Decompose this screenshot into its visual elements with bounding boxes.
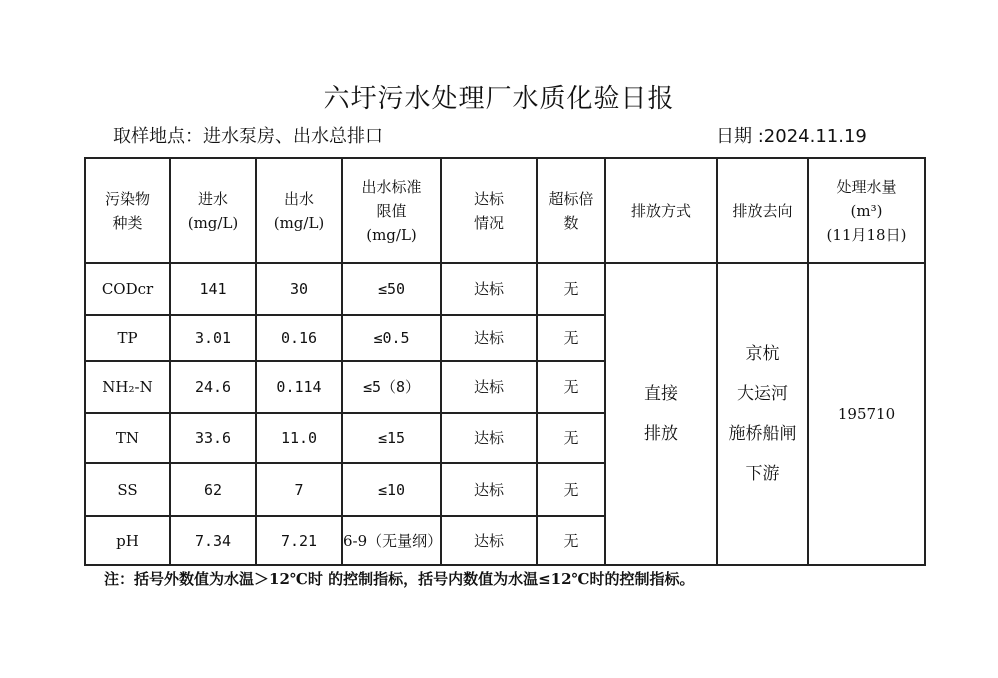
limit-cell: ≤10 — [342, 463, 441, 516]
effluent-cell: 30 — [256, 263, 342, 315]
exceed-cell: 无 — [537, 516, 605, 565]
treated-volume-cell: 195710 — [808, 263, 925, 565]
limit-cell: 6-9（无量纲） — [342, 516, 441, 565]
exceed-cell: 无 — [537, 361, 605, 413]
table-row — [85, 263, 925, 315]
effluent-cell: 7 — [256, 463, 342, 516]
table-header-row — [85, 158, 925, 263]
header-compliance: 达标 情况 — [441, 158, 537, 263]
pollutant-cell: TN — [85, 413, 170, 463]
exceed-cell: 无 — [537, 315, 605, 361]
influent-cell: 33.6 — [170, 413, 256, 463]
report-date: 日期 :2024.11.19 — [716, 126, 867, 147]
limit-cell: ≤50 — [342, 263, 441, 315]
header-limit: 出水标准 限值 (mg/L) — [342, 158, 441, 263]
influent-cell: 62 — [170, 463, 256, 516]
effluent-cell: 0.114 — [256, 361, 342, 413]
pollutant-cell: CODcr — [85, 263, 170, 315]
influent-cell: 7.34 — [170, 516, 256, 565]
influent-cell: 24.6 — [170, 361, 256, 413]
footnote: 注：括号外数值为水温＞12℃时 的控制指标，括号内数值为水温≤12℃时的控制指标。 — [104, 570, 695, 588]
compliance-cell: 达标 — [441, 413, 537, 463]
header-exceed-ratio: 超标倍 数 — [537, 158, 605, 263]
sampling-location: 取样地点：进水泵房、出水总排口 — [113, 126, 383, 147]
pollutant-cell: pH — [85, 516, 170, 565]
exceed-cell: 无 — [537, 413, 605, 463]
header-discharge-method: 排放方式 — [605, 158, 717, 263]
discharge-direction-cell: 京杭 大运河 施桥船闸 下游 — [717, 263, 808, 565]
exceed-cell: 无 — [537, 463, 605, 516]
compliance-cell: 达标 — [441, 315, 537, 361]
pollutant-cell: TP — [85, 315, 170, 361]
compliance-cell: 达标 — [441, 463, 537, 516]
compliance-cell: 达标 — [441, 516, 537, 565]
header-pollutant: 污染物 种类 — [85, 158, 170, 263]
header-influent: 进水 (mg/L) — [170, 158, 256, 263]
limit-cell: ≤5（8） — [342, 361, 441, 413]
header-effluent: 出水 (mg/L) — [256, 158, 342, 263]
compliance-cell: 达标 — [441, 263, 537, 315]
effluent-cell: 0.16 — [256, 315, 342, 361]
header-treated-volume: 处理水量 (m³) (11月18日) — [808, 158, 925, 263]
discharge-method-cell: 直接 排放 — [605, 263, 717, 565]
effluent-cell: 11.0 — [256, 413, 342, 463]
header-discharge-direction: 排放去向 — [717, 158, 808, 263]
pollutant-cell: SS — [85, 463, 170, 516]
exceed-cell: 无 — [537, 263, 605, 315]
influent-cell: 3.01 — [170, 315, 256, 361]
limit-cell: ≤15 — [342, 413, 441, 463]
pollutant-cell: NH₂-N — [85, 361, 170, 413]
influent-cell: 141 — [170, 263, 256, 315]
report-title: 六圩污水处理厂水质化验日报 — [323, 84, 675, 114]
water-quality-table — [84, 157, 926, 566]
limit-cell: ≤0.5 — [342, 315, 441, 361]
compliance-cell: 达标 — [441, 361, 537, 413]
effluent-cell: 7.21 — [256, 516, 342, 565]
